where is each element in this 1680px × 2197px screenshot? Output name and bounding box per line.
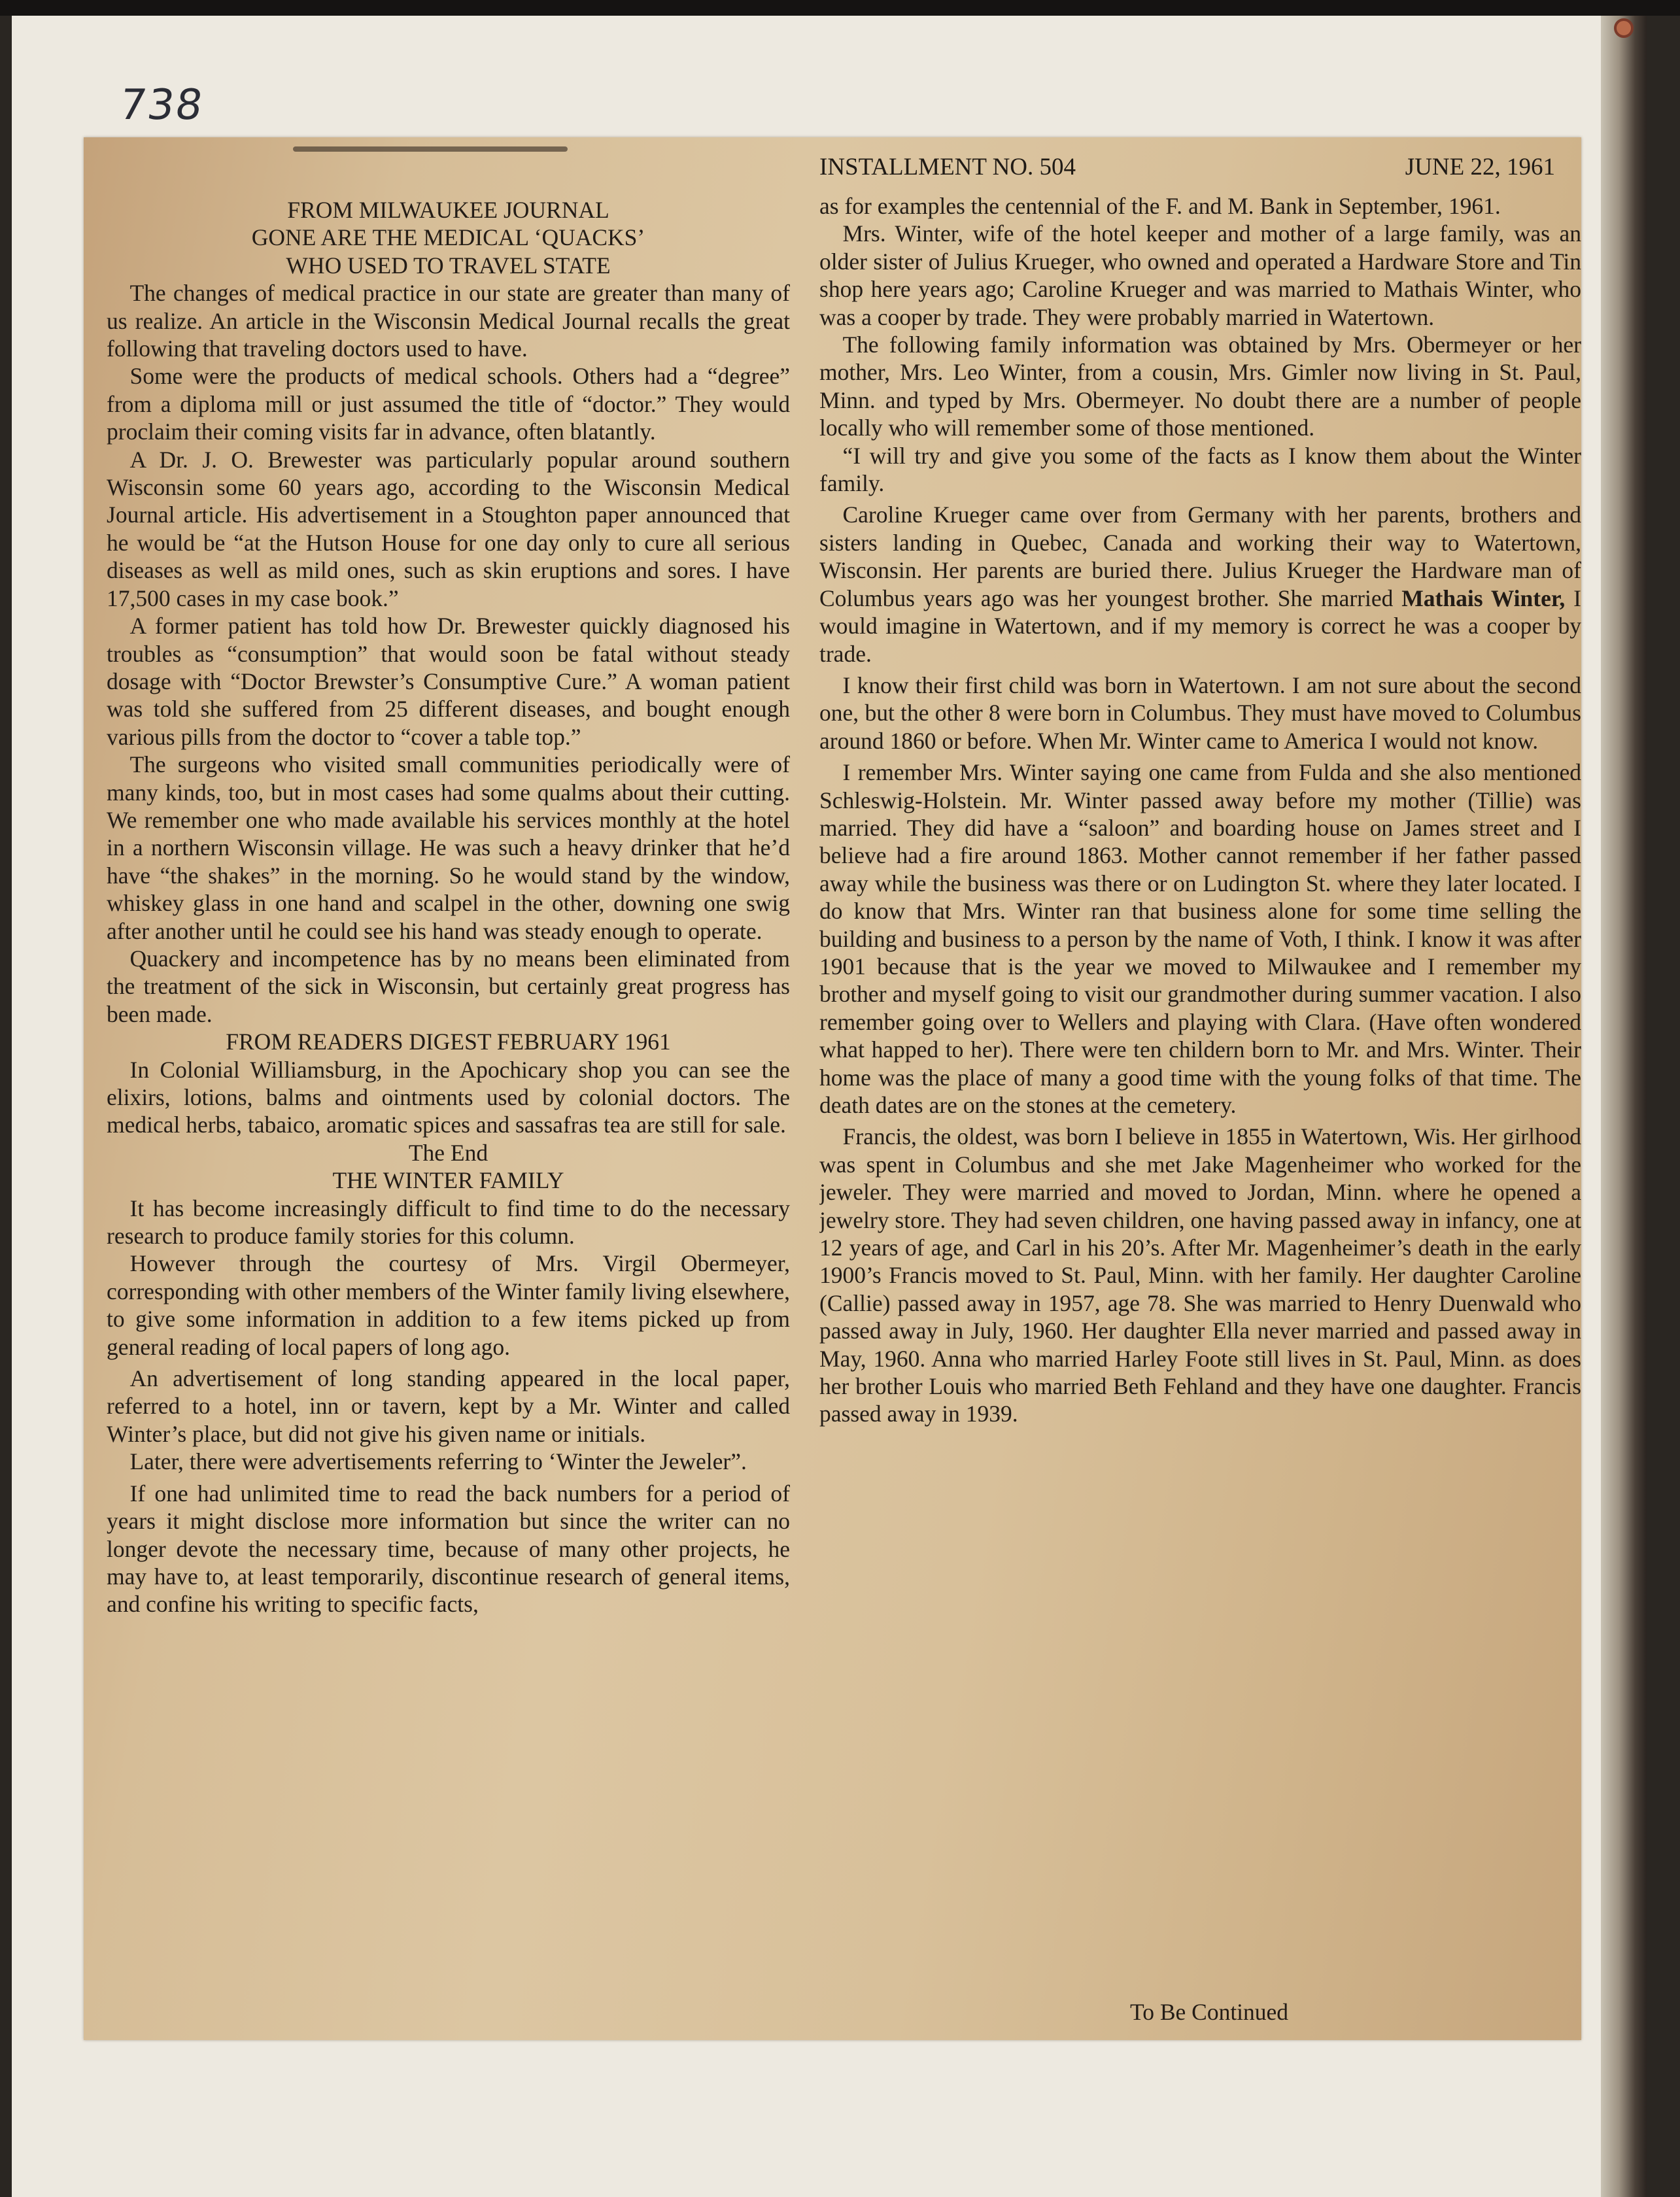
installment-date: JUNE 22, 1961 xyxy=(1405,154,1555,180)
article-paragraph: I remember Mrs. Winter saying one came from Fulda and she also mentioned Schleswig-Holstein. Mr. Winter passed away before my mother (Tillie) was married. They did have a “saloon” and boarding house on James street and I believe had a fire around 1863. Mother cannot remember if her father passed away while the business was there or on Ludington St. where they later located. I do know that Mrs. Winter ran that business alone for some time selling the building and business to a person by the name of Voth, I think. I know it was after 1901 because that is the year we moved to Milwaukee and I remember my brother and myself going to visit our grandmother during summer vacation. I also remember going over to Wellers and playing with Clara. (Have often wondered what happed to her). There were ten childern born to Mr. and Mrs. Winter. Their home was the place of many a good time with the young folks of that time. The death dates are on the stones at the cemetery. xyxy=(819,759,1581,1118)
article-paragraph: The changes of medical practice in our state are greater than many of us realize. An article in the Wisconsin Medical Journal recalls the great following that traveling doctors used to have. xyxy=(107,280,790,362)
heading-readers-digest: FROM READERS DIGEST FEBRUARY 1961 xyxy=(226,1029,671,1055)
article-paragraph: A former patient has told how Dr. Brewester quickly diagnosed his troubles as “consumption” that would soon be fatal without steady dosage with “Doctor Brewster’s Consumptive Cure.” A woman patient was told she suffered from 25 different diseases, and bought enough various pills from the doctor to “cover a table top.” xyxy=(107,613,790,750)
article-paragraph: Later, there were advertisements referring to ‘Winter the Jeweler”. xyxy=(129,1448,747,1475)
article-paragraph: I know their first child was born in Watertown. I am not sure about the second one, but the other 8 were born in Columbus. They must have moved to Columbus around 1860 or before. When Mr. Winter came to America I would not know. xyxy=(819,672,1581,754)
article-paragraph: It has become increasingly difficult to find time to do the necessary research to produce family stories for this column. xyxy=(107,1195,790,1250)
article-paragraph: The following family information was obtained by Mrs. Obermeyer or her mother, Mrs. Leo Winter, from a cousin, Mrs. Gimler now living in St. Paul, Minn. and typed by Mrs. Obermeyer. No doubt there are a number of people locally who will remember some of those mentioned. xyxy=(819,332,1581,441)
newspaper-clipping xyxy=(84,137,1581,2040)
krueger-text-before: Caroline Krueger came over from Germany with her parents, brothers and sisters landing in Quebec, Canada and working their way to Watertown, Wisconsin. Her parents are buried there. Julius Krueger the Hardware man of Columbus years ago was her youngest brother. She married xyxy=(819,502,1581,611)
torn-edge xyxy=(293,146,568,152)
krueger-text-after: I would imagine in Watertown, and if my memory is correct he was a cooper by trade. xyxy=(819,585,1581,667)
page-number: 738 xyxy=(116,81,207,129)
article-paragraph: Mrs. Winter, wife of the hotel keeper and mother of a large family, was an older sister of Julius Krueger, who owned and operated a Hardware Store and Tin shop here years ago; Caroline Krueger and was married to Mathais Winter, who was a cooper by trade. They were probably married in Watertown. xyxy=(819,220,1581,330)
article-paragraph: Quackery and incompetence has by no means been eliminated from the treatment of the sick in Wisconsin, but certainly great progress has been made. xyxy=(107,945,790,1027)
installment-number: INSTALLMENT NO. 504 xyxy=(819,154,1076,180)
right-column xyxy=(819,192,1581,2023)
article-paragraph: A Dr. J. O. Brewester was particularly popular around southern Wisconsin some 60 years ago, according to the Wisconsin Medical Journal article. His advertisement in a Stoughton paper announced that he would be “at the Hutson House for one day only to cure all serious diseases as well as mild ones, such as skin eruptions and sores. I have 17,500 cases in my case book.” xyxy=(107,446,790,611)
the-end-label: The End xyxy=(408,1139,489,1166)
page-binding xyxy=(1601,16,1647,2197)
heading-milwaukee-journal: FROM MILWAUKEE JOURNAL xyxy=(287,197,609,223)
left-column xyxy=(107,196,790,2027)
heading-travel-state: WHO USED TO TRAVEL STATE xyxy=(286,252,611,279)
article-paragraph: Francis, the oldest, was born I believe in 1855 in Watertown, Wis. Her girlhood was spent in Columbus and she met Jake Magenheimer who worked for the jeweler. They were married and moved to Jordan, Minn. where he opened a jewelry store. They had seven children, one having passed away in infancy, one at 12 years of age, and Carl in his 20’s. After Mr. Magenheimer’s death in the early 1900’s Francis moved to St. Paul, Minn. with her family. Her daughter Caroline (Callie) passed away in 1957, age 78. She was married to Henry Duenwald who passed away in July, 1960. Her daughter Ella never married and passed away in May, 1960. Anna who married Harley Foote still lives in St. Paul, Minn. as does her brother Louis who married Beth Fehland and they have one daughter. Francis passed away in 1939. xyxy=(819,1123,1581,1427)
article-paragraph: as for examples the centennial of the F. and M. Bank in September, 1961. xyxy=(819,193,1501,219)
article-paragraph: An advertisement of long standing appeared in the local paper, referred to a hotel, inn or tavern, kept by a Mr. Winter and called Winter’s place, but did not give his given name or initials. xyxy=(107,1365,790,1447)
article-paragraph: “I will try and give you some of the facts as I know them about the Winter family. xyxy=(819,442,1581,497)
krueger-paragraph xyxy=(819,501,1581,667)
heading-medical-quacks: GONE ARE THE MEDICAL ‘QUACKS’ xyxy=(251,224,645,251)
digest-paragraph: In Colonial Williamsburg, in the Apochicary shop you can see the elixirs, lotions, balms and ointments used by colonial doctors. The medical herbs, tabaico, aromatic spices and sassafras tea are still for sale. xyxy=(107,1056,790,1138)
article-paragraph: The surgeons who visited small communities periodically were of many kinds, too, but in most cases had some qualms about their cutting. We remember one who made available his services monthly at the hotel in a northern Wisconsin village. He was such a heavy drinker that he’d have “the shakes” in the morning. So he would stand by the window, whiskey glass in one hand and scalpel in the other, downing one swig after another until he could see his hand was steady enough to operate. xyxy=(107,751,790,944)
to-be-continued: To Be Continued xyxy=(1130,1999,1289,2025)
article-paragraph: Some were the products of medical schools. Others had a “degree” from a diploma mill or just assumed the title of “doctor.” They would proclaim their coming visits far in advance, often blatantly. xyxy=(107,363,790,445)
article-paragraph: However through the courtesy of Mrs. Virgil Obermeyer, corresponding with other members of the Winter family living elsewhere, to give some information in addition to a few items picked up from general reading of local papers of long ago. xyxy=(107,1250,790,1360)
top-edge xyxy=(0,0,1680,16)
heading-winter-family: THE WINTER FAMILY xyxy=(332,1167,564,1194)
binding-ring-icon xyxy=(1614,18,1634,38)
article-paragraph: If one had unlimited time to read the back numbers for a period of years it might disclose more information but since the writer can no longer devote the necessary time, because of many other projects, he may have to, at least temporarily, discontinue research of general items, and confine his writing to specific facts, xyxy=(107,1480,790,1618)
clipping-header xyxy=(819,153,1568,186)
scrapbook-page xyxy=(12,16,1647,2197)
mathais-winter-name: Mathais Winter, xyxy=(1401,585,1566,611)
